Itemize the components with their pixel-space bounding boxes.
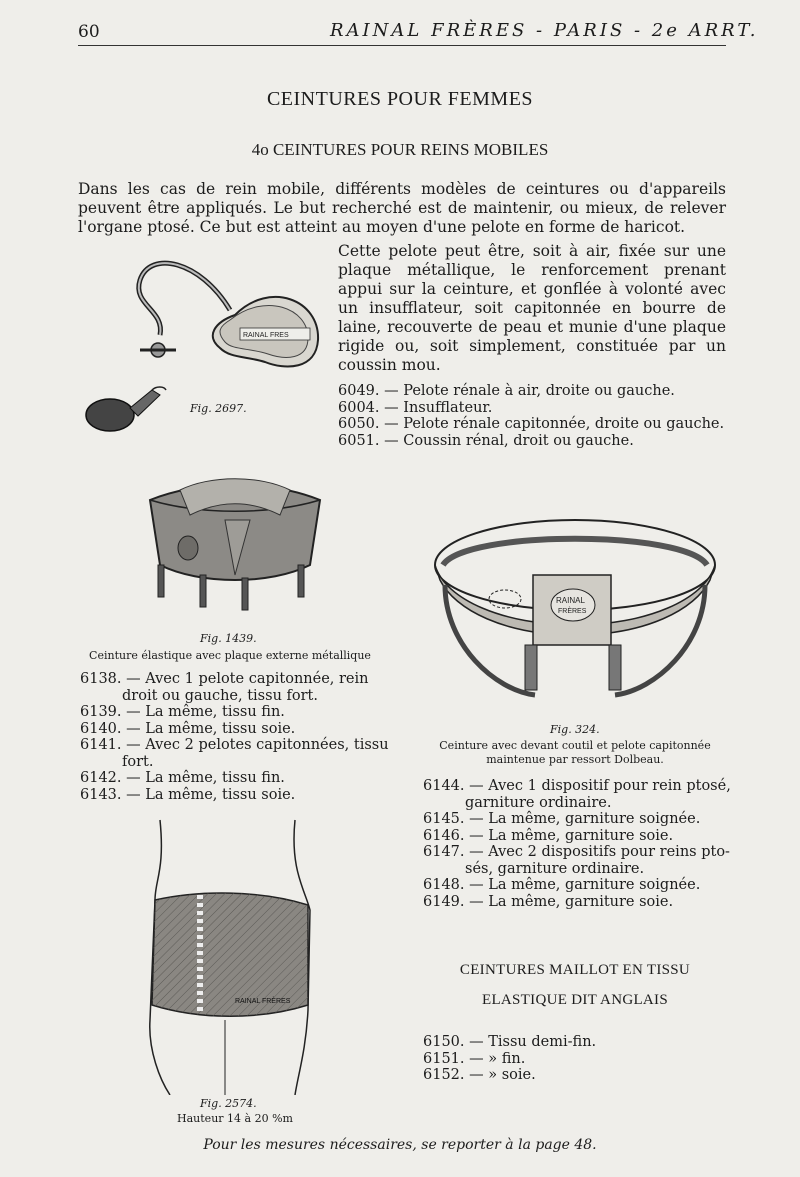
list-1439 <box>80 671 400 803</box>
list-item: 6050. — Pelote rénale capitonnée, droite ou gauche. <box>338 416 725 432</box>
list-item: 6149. — La même, garniture soie. <box>423 893 674 910</box>
list-324 <box>423 778 743 910</box>
list-item: 6051. — Coussin rénal, droit ou gauche. <box>338 432 634 449</box>
maillot-heading-1: CEINTURES MAILLOT EN TISSU <box>459 962 691 978</box>
maillot-belt-illustration <box>130 810 320 1095</box>
list-item: 6152. — » soie. <box>423 1067 536 1083</box>
fig-2574-height-note: Hauteur 14 à 20 %m <box>177 1112 293 1125</box>
list-item: 6148. — La même, garniture soignée. <box>423 877 701 893</box>
page-title: CEINTURES POUR FEMMES <box>266 88 534 110</box>
list-item: 6139. — La même, tissu fin. <box>80 704 285 720</box>
list-item-continuation: fort. <box>122 753 154 770</box>
list-item: 6145. — La même, garniture soignée. <box>423 811 701 827</box>
maillot-label: RAINAL FRÈRES <box>235 998 291 1005</box>
section-subtitle: 4o CEINTURES POUR REINS MOBILES <box>251 140 549 159</box>
list-item-continuation: garniture ordinaire. <box>465 794 612 811</box>
fig-324-caption: Fig. 324. <box>550 723 600 736</box>
list-item: 6147. — Avec 2 dispositifs pour reins pto- <box>423 844 730 860</box>
dolbeau-belt-illustration <box>425 505 725 720</box>
footer-note: Pour les mesures nécessaires, se reporter à la page 48. <box>203 1137 597 1153</box>
pelote-paragraph: Cette pelote peut être, soit à air, fixée sur une plaque métallique, le renforcement prenant appui sur la ceinture, et gonflée à volonté avec un insufflateur, soit capitonnée en bourre de laine, recouverte de peau et munie d'une plaque rigide ou, soit simplement, constituée par un coussin mou. <box>338 242 726 374</box>
fig-324-description-1: Ceinture avec devant coutil et pelote capitonnée <box>439 739 711 752</box>
running-title: RAINAL FRÈRES - PARIS - 2e ARRT. <box>330 20 759 41</box>
belt-label-2: FRÈRES <box>558 608 587 615</box>
list-item-continuation: sés, garniture ordinaire. <box>465 860 645 877</box>
list-item: 6151. — » fin. <box>423 1050 526 1067</box>
list-item-continuation: droit ou gauche, tissu fort. <box>122 687 318 704</box>
list-item: 6049. — Pelote rénale à air, droite ou gauche. <box>338 383 675 399</box>
pad-label: RAINAL FRES <box>243 332 289 339</box>
list-item: 6140. — La même, tissu soie. <box>80 720 296 737</box>
elastic-belt-illustration <box>140 470 330 630</box>
list-2697 <box>338 383 738 449</box>
page-number: 60 <box>78 22 100 42</box>
list-item: 6144. — Avec 1 dispositif pour rein ptosé, <box>423 778 731 794</box>
intro-paragraph: Dans les cas de rein mobile, différents modèles de ceintures ou d'appareils peuvent être appliqués. Le but recherché est de maintenir, ou mieux, de relever l'organe ptosé. Ce but est atteint au moyen d'une pelote en forme de haricot. <box>78 180 726 236</box>
list-maillot <box>423 1034 723 1084</box>
list-item: 6141. — Avec 2 pelotes capitonnées, tissu <box>80 737 389 753</box>
list-item: 6143. — La même, tissu soie. <box>80 786 296 803</box>
list-item: 6142. — La même, tissu fin. <box>80 770 285 786</box>
header-rule <box>78 45 726 46</box>
fig-2574-caption: Fig. 2574. <box>200 1097 257 1110</box>
list-item: 6150. — Tissu demi-fin. <box>423 1034 597 1050</box>
fig-1439-caption: Fig. 1439. <box>200 632 257 645</box>
list-item: 6004. — Insufflateur. <box>338 399 493 416</box>
list-item: 6146. — La même, garniture soie. <box>423 827 674 844</box>
fig-324-description-2: maintenue par ressort Dolbeau. <box>486 753 664 766</box>
list-item: 6138. — Avec 1 pelote capitonnée, rein <box>80 671 369 687</box>
belt-label-1: RAINAL <box>556 596 585 605</box>
maillot-heading-2: ELASTIQUE DIT ANGLAIS <box>481 992 668 1008</box>
fig-1439-description: Ceinture élastique avec plaque externe métallique <box>89 649 371 662</box>
fig-2697-caption: Fig. 2697. <box>190 402 247 415</box>
